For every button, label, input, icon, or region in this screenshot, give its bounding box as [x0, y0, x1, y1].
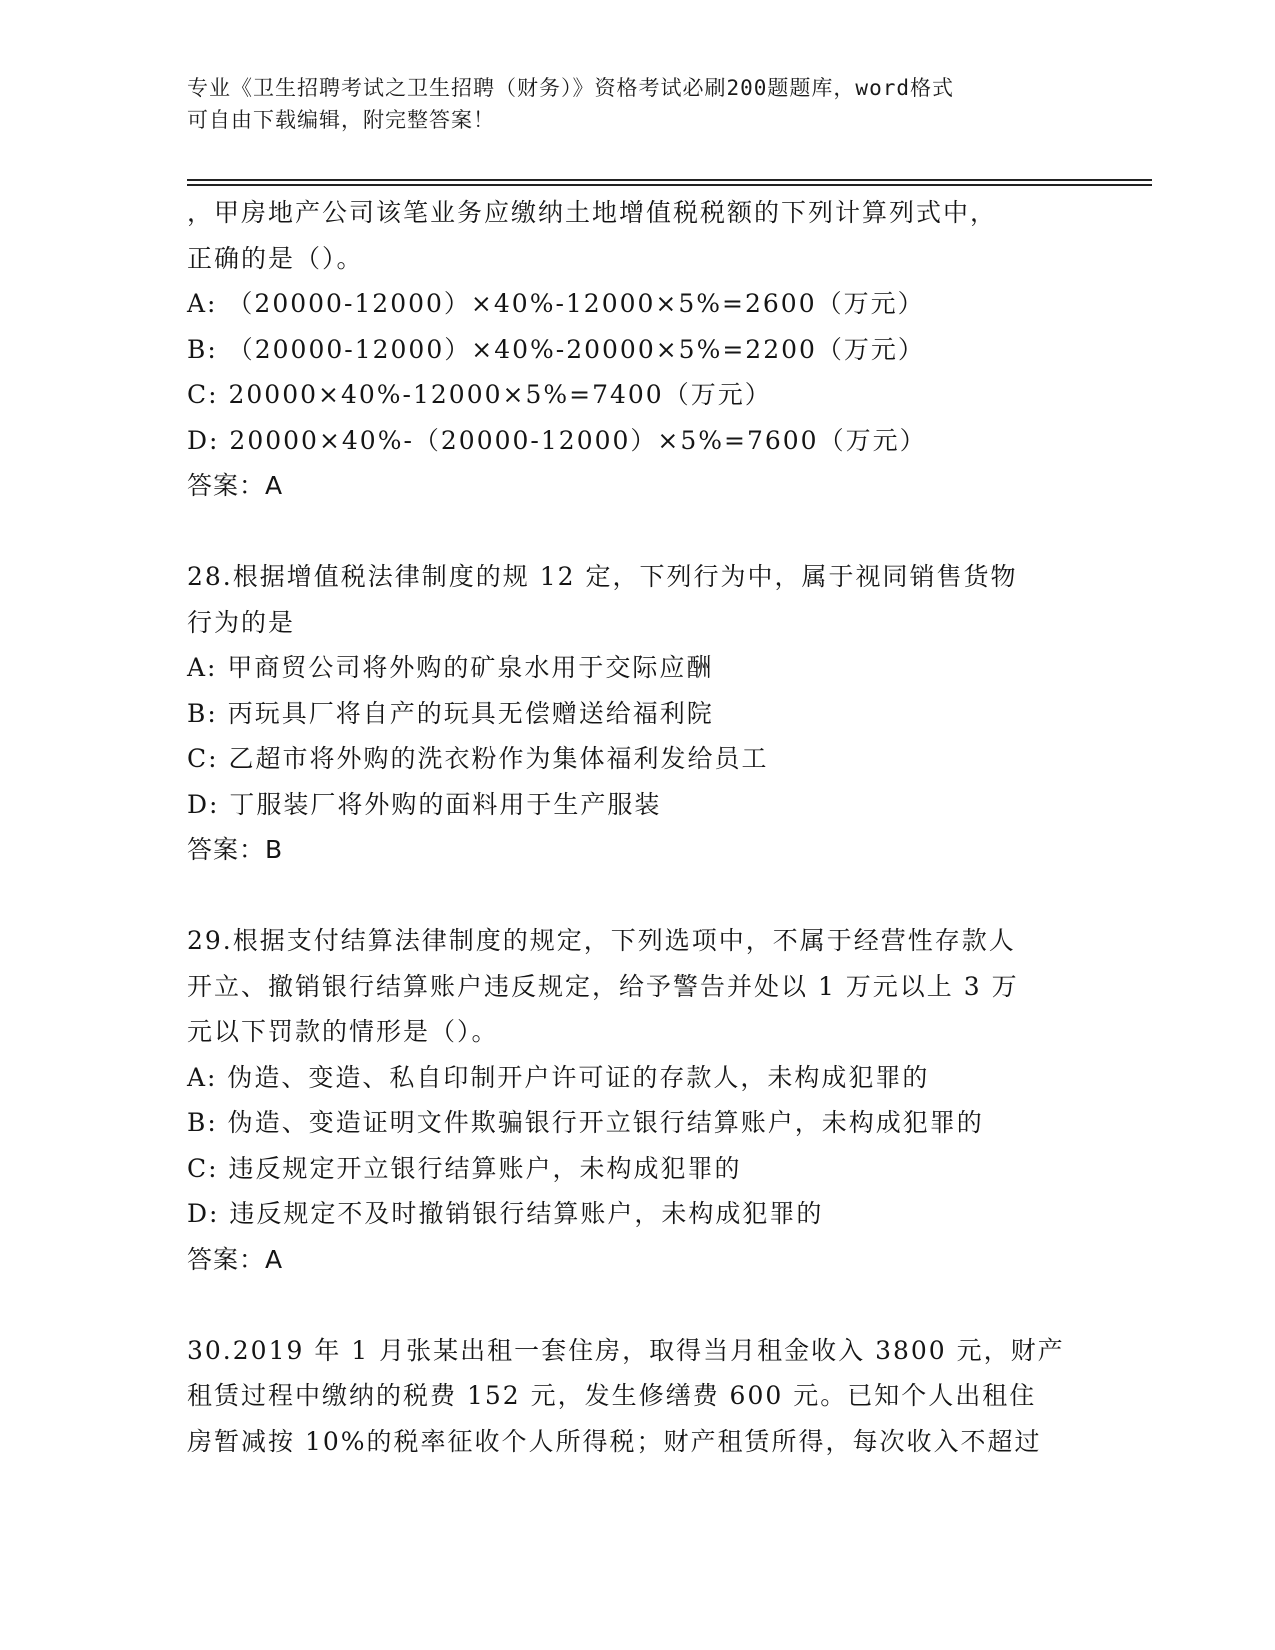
option-d: D: 违反规定不及时撤销银行结算账户，未构成犯罪的: [187, 1199, 824, 1228]
spacer: [187, 873, 1087, 919]
question-28: [187, 554, 1087, 873]
option-d: D: 丁服装厂将外购的面料用于生产服装: [187, 789, 662, 819]
question-stem-line: 30.2019 年 1 月张某出租一套住房，取得当月租金收入 3800 元，财产: [187, 1335, 1065, 1365]
option-a: A: 甲商贸公司将外购的矿泉水用于交际应酬: [187, 653, 714, 682]
header-divider-top: [187, 179, 1152, 181]
answer-line: 答案：B: [187, 835, 284, 864]
question-27: [187, 190, 1087, 509]
option-b: B: 丙玩具厂将自产的玩具无偿赠送给福利院: [187, 698, 714, 728]
question-stem-line: 正确的是（）。: [187, 243, 364, 273]
spacer: [187, 509, 1087, 555]
option-c: C: 违反规定开立银行结算账户，未构成犯罪的: [187, 1153, 742, 1183]
question-stem-line: ，甲房地产公司该笔业务应缴纳土地增值税税额的下列计算列式中，: [187, 198, 998, 227]
header-line-1: 专业《卫生招聘考试之卫生招聘（财务）》资格考试必刷200题题库，word格式: [187, 76, 954, 100]
option-a: A: 伪造、变造、私自印制开户许可证的存款人，未构成犯罪的: [187, 1062, 930, 1092]
question-stem-line: 28.根据增值税法律制度的规 12 定，下列行为中，属于视同销售货物: [187, 562, 1018, 591]
answer-line: 答案：A: [187, 1244, 284, 1274]
question-stem-line: 开立、撤销银行结算账户违反规定，给予警告并处以 1 万元以上 3 万: [187, 971, 1019, 1001]
spacer: [187, 1282, 1087, 1328]
header-divider-bottom: [187, 184, 1152, 186]
option-b: B: （20000-12000）×40%-20000×5%=2200（万元）: [187, 334, 925, 364]
header-line-2: 可自由下载编辑，附完整答案！: [187, 108, 495, 132]
document-header: [187, 72, 1067, 136]
question-stem-line: 元以下罚款的情形是（）。: [187, 1017, 499, 1046]
question-stem-line: 房暂减按 10%的税率征收个人所得税；财产租赁所得，每次收入不超过: [187, 1426, 1042, 1456]
answer-line: 答案：A: [187, 471, 284, 500]
question-stem-line: 租赁过程中缴纳的税费 152 元，发生修缮费 600 元。已知个人出租住: [187, 1381, 1037, 1410]
option-a: A: （20000-12000）×40%-12000×5%=2600（万元）: [187, 289, 925, 318]
option-c: C: 20000×40%-12000×5%=7400（万元）: [187, 380, 772, 409]
question-stem-line: 行为的是: [187, 607, 296, 637]
question-30: [187, 1328, 1087, 1465]
question-29: [187, 918, 1087, 1282]
option-c: C: 乙超市将外购的洗衣粉作为集体福利发给员工: [187, 744, 769, 773]
option-d: D: 20000×40%-（20000-12000）×5%=7600（万元）: [187, 425, 927, 455]
question-stem-line: 29.根据支付结算法律制度的规定，下列选项中，不属于经营性存款人: [187, 926, 1016, 955]
option-b: B: 伪造、变造证明文件欺骗银行开立银行结算账户，未构成犯罪的: [187, 1108, 984, 1137]
question-content: [187, 190, 1087, 1464]
